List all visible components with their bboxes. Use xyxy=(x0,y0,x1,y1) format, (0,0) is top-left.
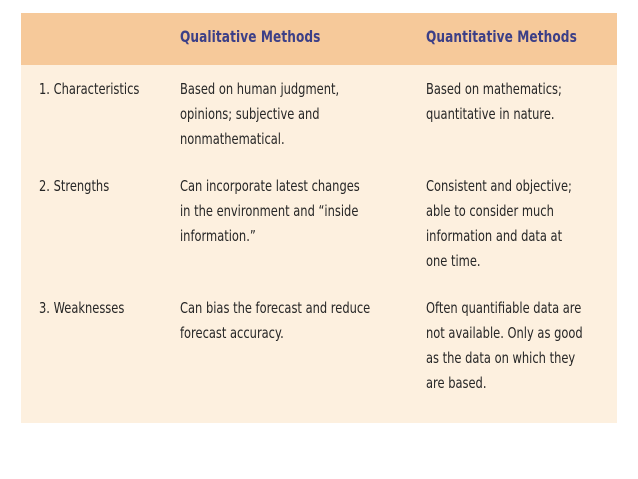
quantitative-line: are based. xyxy=(426,374,487,392)
table-header xyxy=(21,13,617,65)
qualitative-line: in the environment and “inside xyxy=(180,202,359,220)
quantitative-line: quantitative in nature. xyxy=(426,105,555,123)
qualitative-line: nonmathematical. xyxy=(180,130,285,148)
quantitative-line: Often quantifiable data are xyxy=(426,299,582,317)
qualitative-line: forecast accuracy. xyxy=(180,324,284,342)
qualitative-line: Based on human judgment, xyxy=(180,80,340,98)
qualitative-line: Can bias the forecast and reduce xyxy=(180,299,371,317)
qualitative-line: information.” xyxy=(180,227,256,245)
row-label: 1. Characteristics xyxy=(39,80,140,98)
row-label: 2. Strengths xyxy=(39,177,110,195)
row-label: 3. Weaknesses xyxy=(39,299,125,317)
quantitative-line: not available. Only as good xyxy=(426,324,583,342)
quantitative-line: Consistent and objective; xyxy=(426,177,572,195)
quantitative-line: able to consider much xyxy=(426,202,554,220)
qualitative-line: Can incorporate latest changes xyxy=(180,177,360,195)
comparison-table xyxy=(21,13,617,423)
header-qualitative: Qualitative Methods xyxy=(180,27,321,46)
header-quantitative: Quantitative Methods xyxy=(426,27,577,46)
qualitative-line: opinions; subjective and xyxy=(180,105,320,123)
quantitative-line: Based on mathematics; xyxy=(426,80,562,98)
quantitative-line: as the data on which they xyxy=(426,349,576,367)
quantitative-line: information and data at xyxy=(426,227,563,245)
quantitative-line: one time. xyxy=(426,252,481,270)
